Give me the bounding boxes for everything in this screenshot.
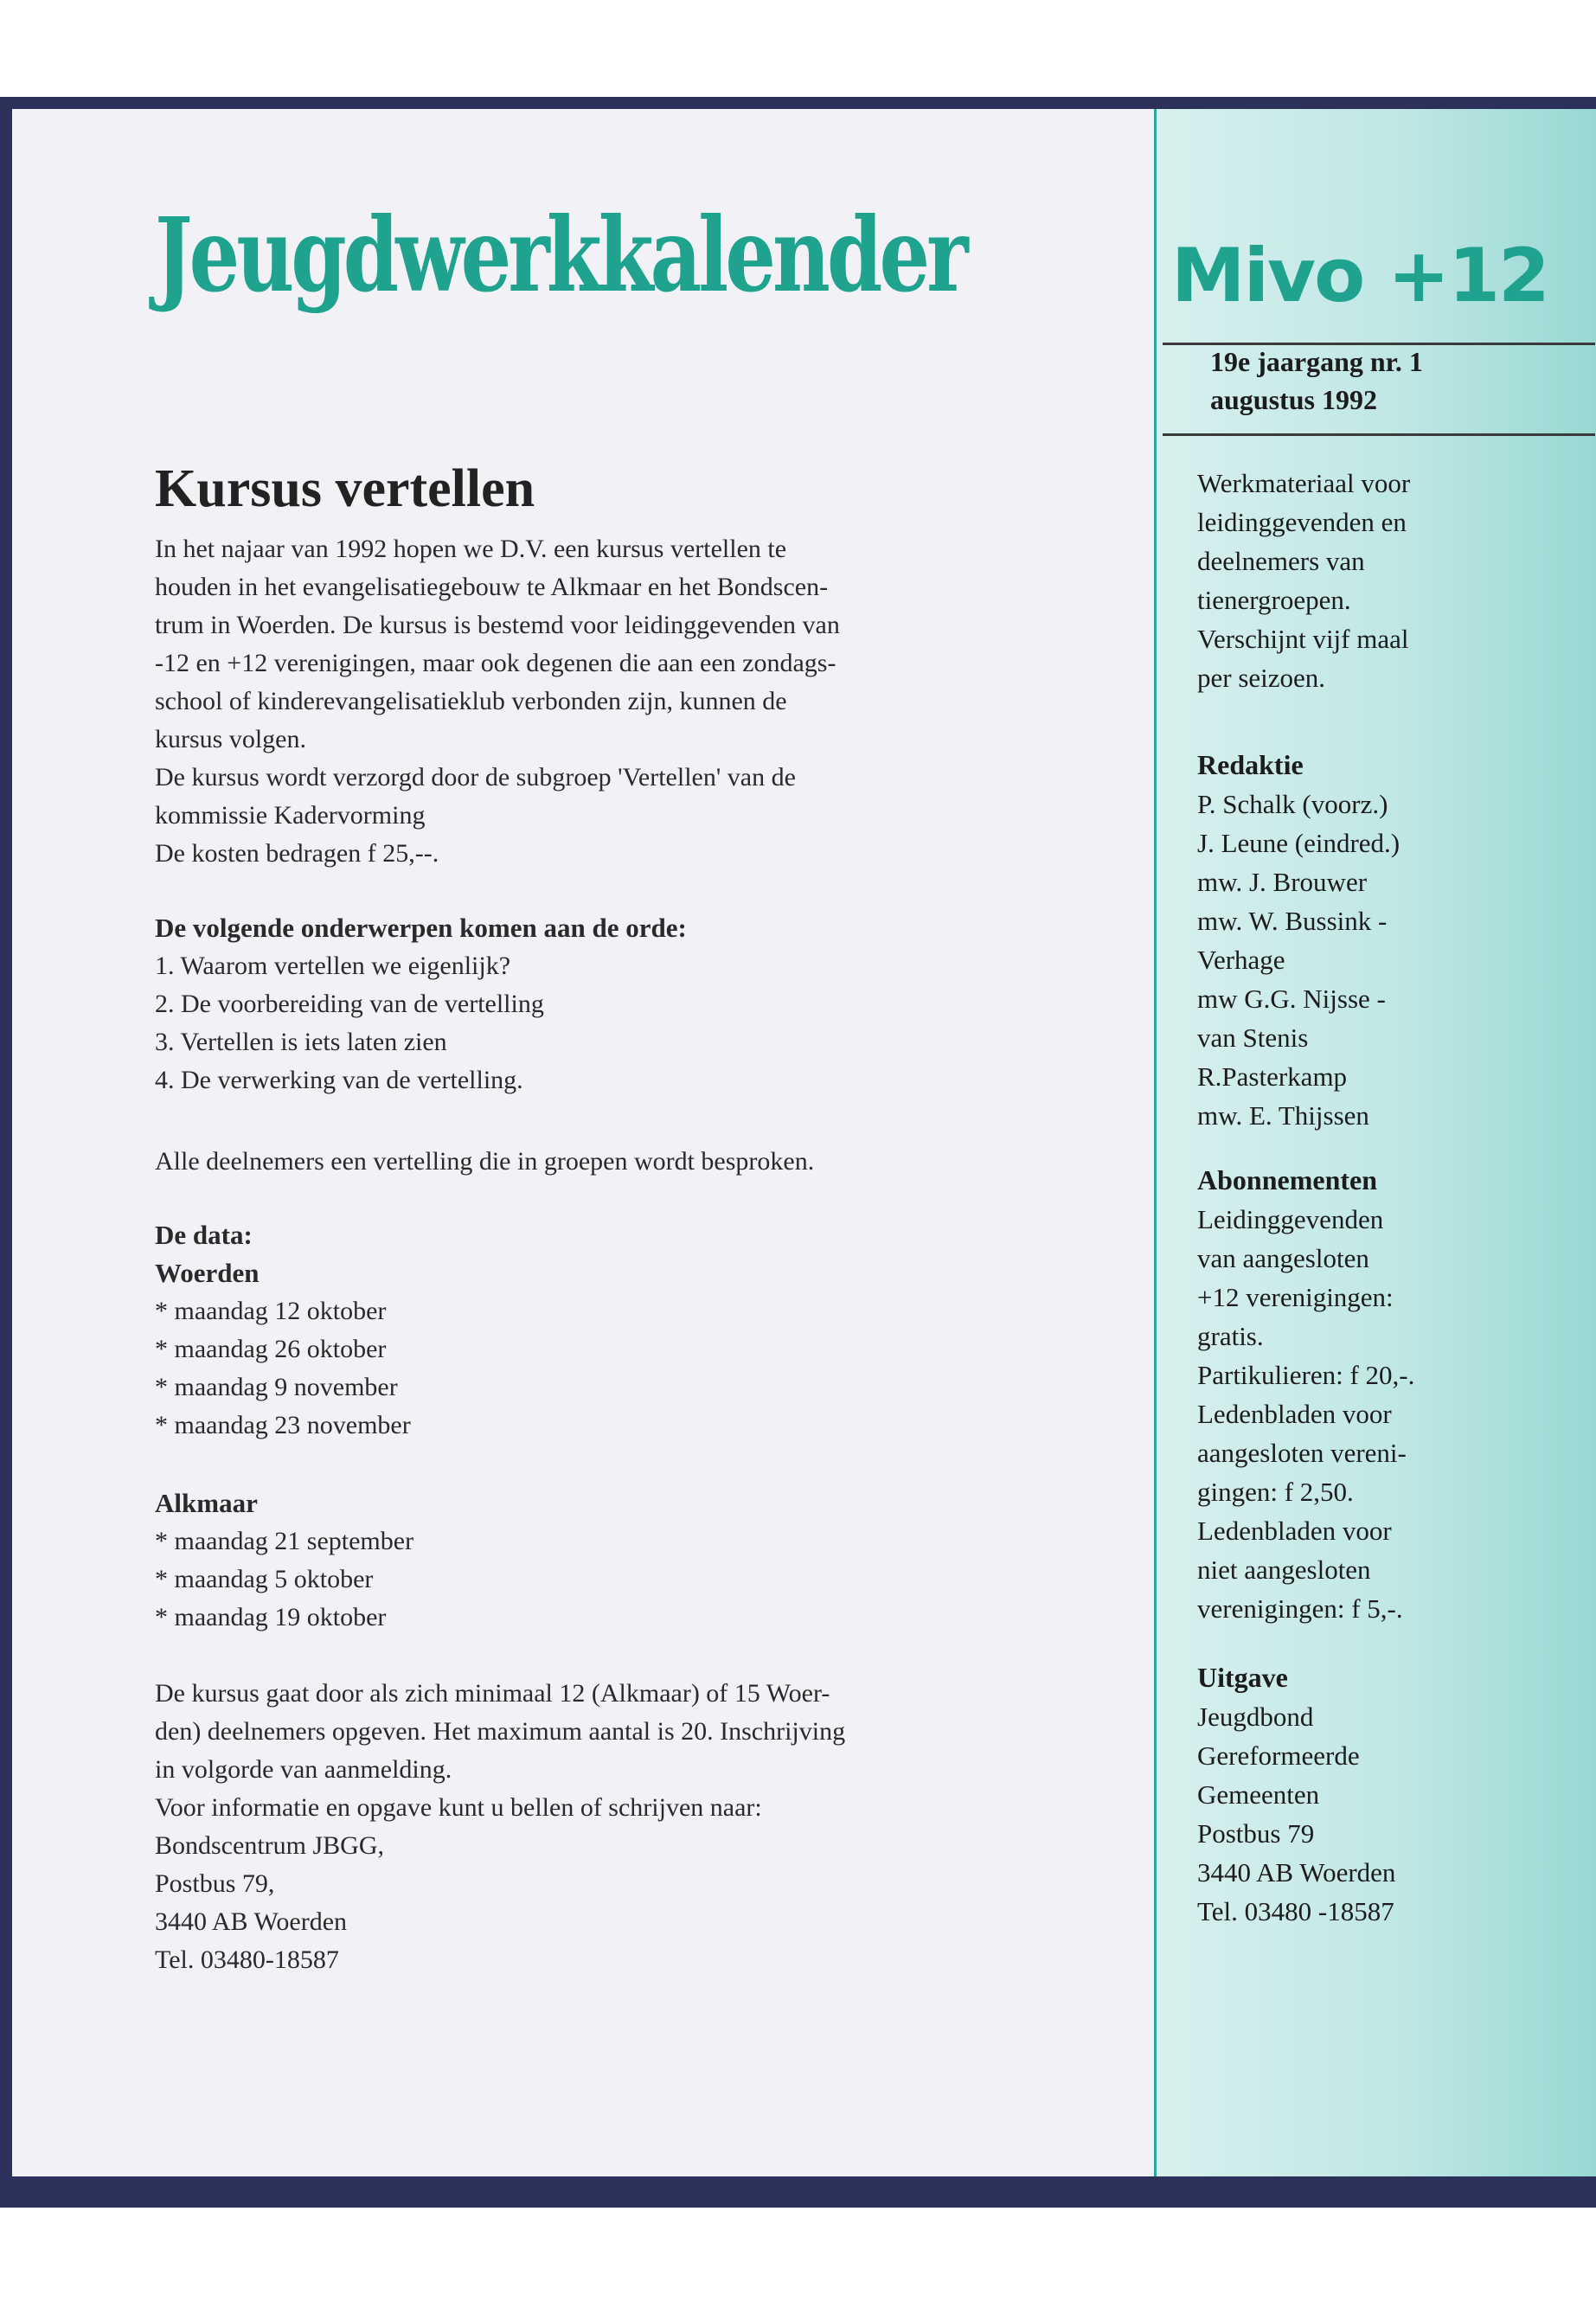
subscription-line: +12 verenigingen:	[1197, 1282, 1394, 1312]
topics-heading: De volgende onderwerpen komen aan de orde:	[155, 913, 687, 943]
phone-line: Tel. 03480-18587	[155, 1945, 339, 1974]
description-line: Verschijnt vijf maal	[1197, 624, 1409, 654]
editor-line: mw. J. Brouwer	[1197, 867, 1368, 897]
intro-line: In het najaar van 1992 hopen we D.V. een kursus vertellen te	[155, 535, 787, 563]
page-title: Jeugdwerkkalender	[155, 195, 965, 315]
subscription-line: Ledenbladen voor	[1197, 1516, 1392, 1546]
address-line: Postbus 79,	[155, 1869, 275, 1898]
redaktie-heading: Redaktie	[1197, 749, 1304, 780]
editor-line: R.Pasterkamp	[1197, 1061, 1348, 1092]
editor-line: van Stenis	[1197, 1022, 1309, 1053]
editor-line: Verhage	[1197, 945, 1285, 975]
date-item: * maandag 21 september	[155, 1527, 414, 1555]
subscription-line: Ledenbladen voor	[1197, 1399, 1392, 1429]
closing-line: den) deelnemers opgeven. Het maximum aantal is 20. Inschrijving	[155, 1717, 846, 1746]
issue-date: augustus 1992	[1210, 384, 1377, 415]
sidebar-description	[1197, 464, 1578, 697]
closing-line: in volgorde van aanmelding.	[155, 1755, 452, 1784]
article-heading: Kursus vertellen	[155, 459, 535, 518]
date-item: * maandag 26 oktober	[155, 1335, 387, 1363]
editor-line: mw. W. Bussink -	[1197, 906, 1388, 936]
intro-line: kursus volgen.	[155, 725, 306, 753]
place-alkmaar: Alkmaar	[155, 1488, 258, 1518]
subscription-line: van aangesloten	[1197, 1243, 1369, 1273]
date-item: * maandag 19 oktober	[155, 1603, 387, 1631]
publisher-line: Gemeenten	[1197, 1779, 1320, 1810]
intro-line: De kursus wordt verzorgd door de subgroep 'Vertellen' van de	[155, 763, 796, 792]
description-line: leidinggevenden en	[1197, 507, 1407, 537]
place-woerden: Woerden	[155, 1258, 260, 1288]
closing-line: De kursus gaat door als zich minimaal 12 (Alkmaar) of 15 Woer-	[155, 1679, 830, 1708]
address-line: 3440 AB Woerden	[155, 1907, 348, 1936]
date-item: * maandag 12 oktober	[155, 1297, 387, 1325]
description-line: Werkmateriaal voor	[1197, 468, 1411, 498]
publisher-line: 3440 AB Woerden	[1197, 1857, 1396, 1888]
subscription-line: aangesloten vereni-	[1197, 1438, 1407, 1468]
editor-line: P. Schalk (voorz.)	[1197, 789, 1388, 819]
sidebar-redaktie	[1197, 745, 1578, 1135]
dates-heading: De data:	[155, 1220, 253, 1250]
subscription-line: gingen: f 2,50.	[1197, 1477, 1354, 1507]
subscription-line: niet aangesloten	[1197, 1554, 1371, 1585]
participants-note	[155, 1143, 814, 1181]
topic-item: 4. De verwerking van de vertelling.	[155, 1066, 523, 1094]
description-line: tienergroepen.	[1197, 585, 1351, 615]
publisher-line: Tel. 03480 -18587	[1197, 1896, 1394, 1926]
editor-line: J. Leune (eindred.)	[1197, 828, 1401, 858]
issue-info	[1210, 343, 1423, 419]
dates-alkmaar	[155, 1484, 413, 1637]
subscription-line: verenigingen: f 5,-.	[1197, 1593, 1403, 1624]
intro-line: houden in het evangelisatiegebouw te Alkmaar en het Bondscen-	[155, 573, 829, 601]
description-line: per seizoen.	[1197, 663, 1326, 693]
publisher-line: Postbus 79	[1197, 1818, 1315, 1849]
participants-text: Alle deelnemers een vertelling die in groepen wordt besproken.	[155, 1147, 815, 1176]
address-line: Bondscentrum JBGG,	[155, 1831, 384, 1860]
intro-line: -12 en +12 verenigingen, maar ook degenen die aan een zondags-	[155, 649, 836, 677]
sidebar-uitgave	[1197, 1657, 1578, 1931]
dates-woerden	[155, 1216, 411, 1445]
subscription-line: Leidinggevenden	[1197, 1204, 1384, 1234]
topic-item: 1. Waarom vertellen we eigenlijk?	[155, 952, 511, 980]
topic-item: 3. Vertellen is iets laten zien	[155, 1028, 447, 1056]
subscription-line: gratis.	[1197, 1321, 1264, 1351]
intro-line: De kosten bedragen f 25,--.	[155, 839, 439, 868]
sidebar-abonnementen	[1197, 1160, 1578, 1628]
editor-line: mw. E. Thijssen	[1197, 1100, 1369, 1131]
topics-list	[155, 909, 687, 1099]
topic-item: 2. De voorbereiding van de vertelling	[155, 990, 544, 1018]
uitgave-heading: Uitgave	[1197, 1662, 1288, 1693]
intro-line: trum in Woerden. De kursus is bestemd voor leidinggevenden van	[155, 611, 840, 639]
date-item: * maandag 23 november	[155, 1411, 411, 1439]
issue-number: 19e jaargang nr. 1	[1210, 346, 1423, 377]
magazine-page	[12, 109, 1596, 2176]
intro-line: kommissie Kadervorming	[155, 801, 426, 830]
date-item: * maandag 5 oktober	[155, 1565, 374, 1593]
description-line: deelnemers van	[1197, 546, 1365, 576]
closing-line: Voor informatie en opgave kunt u bellen of schrijven naar:	[155, 1793, 762, 1822]
publisher-line: Gereformeerde	[1197, 1740, 1360, 1771]
closing-paragraph	[155, 1675, 845, 1979]
divider	[1163, 433, 1595, 436]
date-item: * maandag 9 november	[155, 1373, 398, 1401]
publisher-line: Jeugdbond	[1197, 1702, 1314, 1732]
editor-line: mw G.G. Nijsse -	[1197, 984, 1386, 1014]
magazine-name: Mivo +12	[1171, 233, 1548, 319]
abonnementen-heading: Abonnementen	[1197, 1164, 1378, 1195]
intro-paragraph	[155, 530, 840, 873]
intro-line: school of kinderevangelisatieklub verbonden zijn, kunnen de	[155, 687, 787, 715]
subscription-line: Partikulieren: f 20,-.	[1197, 1360, 1415, 1390]
